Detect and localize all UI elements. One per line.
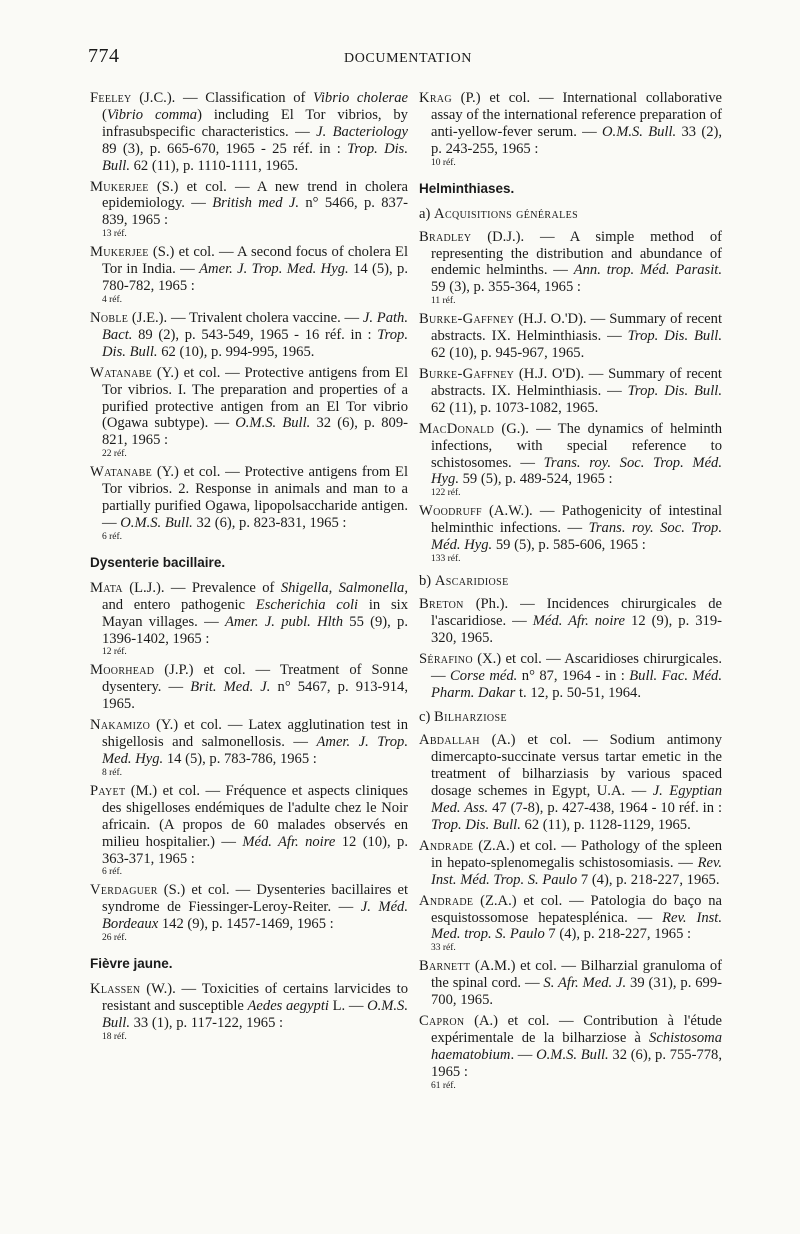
entry-citation: (A.M.) et col. — Bilharzial granuloma of the spinal cord. — S. Afr. Med. J. 39 (31), p. 699-700, 1965.: [431, 958, 722, 1009]
entry-citation: (S.) et col. — A second focus of cholera El Tor in India. — Amer. J. Trop. Med. Hyg. 14 (5), p. 780-782, 1965 :: [102, 244, 408, 295]
entry-author: Burke-Gaffney: [419, 311, 515, 328]
entry-author: Capron: [419, 1013, 465, 1030]
entry-author: Krag: [419, 90, 452, 106]
bibliography-entry: [419, 958, 722, 1009]
bibliography-entry: [90, 365, 408, 461]
bibliography-entry: [90, 882, 408, 944]
entry-citation: (A.) et col. — Contribution à l'étude expérimentale de la bilharziose à Schistosoma haematobium. — O.M.S. Bull. 32 (6), p. 755-778, 1965 :: [431, 1013, 722, 1080]
entry-citation: (S.) et col. — Dysenteries bacillaires et syndrome de Fiessinger-Leroy-Reiter. — J. Méd. Bordeaux 142 (9), p. 1457-1469, 1965 :: [102, 882, 408, 933]
reference-count: 18 réf.: [102, 1031, 127, 1042]
bibliography-entry: [419, 838, 722, 889]
entry-author: Nakamizo: [90, 717, 151, 734]
entry-citation: (A.) et col. — Sodium antimony dimercapto-succinate versus tartar emetic in the treatment of bilharziasis by various spaced dosage schemes in Egypt, U.A. — J. Egyptian Med. Ass. 47 (7-8), p. 427-438, 1964 - 10 réf. in : Trop. Dis. Bull. 62 (11), p. 1128-1129, 1965.: [431, 732, 723, 833]
entry-author: Watanabe: [90, 364, 153, 381]
entry-author: Breton: [419, 596, 464, 613]
entry-author: Feeley: [90, 90, 132, 106]
entry-citation: (M.) et col. — Fréquence et aspects cliniques des shigelloses endémiques de l'adulte chez le Noir africain. (A propos de 60 malades observés en milieu hospitalier.) — Méd. Afr. noire 12 (10), p. 363-371, 1965 :: [102, 782, 408, 867]
bibliography-entry: [419, 90, 722, 169]
bibliography-entry: [419, 596, 722, 647]
entry-author: Andrade: [419, 837, 474, 854]
entry-citation: (H.J. O.'D). — Summary of recent abstracts. IX. Helminthiasis. — Trop. Dis. Bull. 62 (10), p. 945-967, 1965.: [431, 311, 722, 362]
reference-count: 8 réf.: [102, 767, 123, 778]
subsection-heading: a) Acquisitions générales: [419, 205, 579, 222]
bibliography-entry: [90, 310, 408, 361]
entry-author: Sérafino: [419, 650, 473, 667]
reference-count: 33 réf.: [431, 943, 456, 954]
entry-author: Burke-Gaffney: [419, 365, 515, 382]
section-heading: Dysenterie bacillaire.: [90, 554, 226, 570]
entry-citation: (G.). — The dynamics of helminth infections, with special reference to schistosomes. — Trans. roy. Soc. Trop. Méd. Hyg. 59 (5), p. 489-524, 1965 :: [431, 420, 722, 488]
bibliography-entry: [90, 662, 408, 713]
bibliography-entry: [419, 651, 722, 702]
reference-count: 10 réf.: [431, 157, 456, 168]
entry-author: Barnett: [419, 958, 471, 975]
entry-author: MacDonald: [419, 420, 495, 437]
entry-author: Woodruff: [419, 503, 482, 520]
reference-count: 4 réf.: [102, 294, 123, 305]
entry-author: Verdaguer: [90, 882, 158, 899]
page-number: 774: [88, 45, 120, 67]
entry-author: Andrade: [419, 892, 474, 909]
bibliography-entry: [419, 229, 722, 308]
section-heading: Helminthiases.: [419, 180, 515, 196]
subsection-heading: c) Bilharziose: [419, 709, 508, 726]
reference-count: 6 réf.: [102, 531, 123, 542]
entry-citation: (A.W.). — Pathogenicity of intestinal helminthic infections. — Trans. roy. Soc. Trop. Méd. Hyg. 59 (5), p. 585-606, 1965 :: [431, 503, 722, 554]
bibliography-entry: [419, 366, 722, 417]
left-column: [90, 90, 408, 1047]
entry-author: Watanabe: [90, 464, 153, 481]
entry-citation: (P.) et col. — International collaborative assay of the international reference preparation of anti-yellow-fever serum. — O.M.S. Bull. 33 (2), p. 243-255, 1965 :: [431, 90, 722, 157]
entry-citation: (Z.A.) et col. — Pathology of the spleen in hepato-splenomegalis schistosomiasis. — Rev. Inst. Méd. Trop. S. Paulo 7 (4), p. 218-227, 1965.: [431, 837, 722, 888]
entry-citation: (Ph.). — Incidences chirurgicales de l'ascaridiose. — Méd. Afr. noire 12 (9), p. 319-320, 1965.: [431, 596, 722, 646]
bibliography-entry: [419, 503, 722, 565]
bibliography-entry: [419, 1013, 722, 1092]
reference-count: 122 réf.: [431, 488, 461, 499]
bibliography-entry: [419, 732, 722, 833]
entry-citation: (X.) et col. — Ascaridioses chirurgicales. — Corse méd. n° 87, 1964 - in : Bull. Fac. Méd. Pharm. Dakar t. 12, p. 50-51, 1964.: [431, 650, 722, 701]
reference-count: 133 réf.: [431, 554, 461, 565]
subsection-heading: b) Ascaridiose: [419, 573, 509, 590]
entry-citation: (D.J.). — A simple method of representing the distribution and abundance of endemic helminths. — Ann. trop. Méd. Parasit. 59 (3), p. 355-364, 1965 :: [431, 228, 722, 296]
entry-citation: (J.P.) et col. — Treatment of Sonne dysentery. — Brit. Med. J. n° 5467, p. 913-914, 1965.: [102, 662, 408, 713]
bibliography-entry: [90, 179, 408, 241]
entry-author: Payet: [90, 782, 126, 799]
bibliography-entry: [90, 244, 408, 306]
bibliography-entry: [419, 311, 722, 362]
entry-citation: (Y.) et col. — Protective antigens from El Tor vibrios. 2. Response in animals and man to a partially purified Ogawa, lipopolsaccharide antigen. — O.M.S. Bull. 32 (6), p. 823-831, 1965 :: [102, 464, 408, 531]
entry-citation: (L.J.). — Prevalence of Shigella, Salmonella, and entero pathogenic Escherichia coli in six Mayan villages. — Amer. J. publ. Hlth 55 (9), p. 1396-1402, 1965 :: [102, 579, 408, 647]
section-heading: Fièvre jaune.: [90, 956, 173, 972]
reference-count: 11 réf.: [431, 296, 456, 307]
entry-author: Bradley: [419, 228, 472, 245]
reference-count: 13 réf.: [102, 229, 127, 240]
entry-citation: (S.) et col. — A new trend in cholera epidemiology. — British med J. n° 5466, p. 837-839, 1965 :: [102, 178, 408, 229]
bibliography-entry: [90, 981, 408, 1043]
bibliography-entry: [419, 421, 722, 500]
bibliography-entry: [90, 90, 408, 175]
entry-author: Mukerjee: [90, 244, 149, 261]
reference-count: 6 réf.: [102, 867, 123, 878]
entry-citation: (Y.) et col. — Protective antigens from El Tor vibrios. I. The preparation and properties of a purified protective antigen from an El Tor vibrio (Ogawa subtype). — O.M.S. Bull. 32 (6), p. 809-821, 1965 :: [102, 364, 408, 449]
entry-author: Mukerjee: [90, 178, 149, 195]
reference-count: 61 réf.: [431, 1080, 456, 1091]
entry-author: Noble: [90, 309, 129, 326]
bibliography-entry: [90, 464, 408, 543]
reference-count: 26 réf.: [102, 933, 127, 944]
entry-citation: (J.C.). — Classification of Vibrio cholerae (Vibrio comma) including El Tor vibrios, by infrasubspecific characteristics. — J. Bacteriology 89 (3), p. 665-670, 1965 - 25 réf. in : Trop. Dis. Bull. 62 (11), p. 1110-1111, 1965.: [102, 90, 408, 174]
bibliography-entry: [90, 783, 408, 879]
entry-citation: (H.J. O'D). — Summary of recent abstracts. IX. Helminthiasis. — Trop. Dis. Bull. 62 (11), p. 1073-1082, 1965.: [431, 365, 722, 416]
page-header: [0, 45, 800, 75]
bibliography-entry: [419, 893, 722, 955]
entry-author: Abdallah: [419, 732, 480, 749]
entry-citation: (Y.) et col. — Latex agglutination test in shigellosis and salmonellosis. — Amer. J. Trop. Med. Hyg. 14 (5), p. 783-786, 1965 :: [102, 717, 408, 767]
bibliography-entry: [90, 580, 408, 659]
entry-author: Mata: [90, 579, 123, 596]
right-column: [419, 90, 722, 1096]
reference-count: 12 réf.: [102, 647, 127, 658]
entry-author: Moorhead: [90, 662, 155, 679]
entry-citation: (Z.A.) et col. — Patologia do baço na esquistossomose hepatesplénica. — Rev. Inst. Med. trop. S. Paulo 7 (4), p. 218-227, 1965 :: [431, 892, 722, 943]
bibliography-entry: [90, 717, 408, 779]
entry-citation: (W.). — Toxicities of certains larvicides to resistant and susceptible Aedes aegypti L. — O.M.S. Bull. 33 (1), p. 117-122, 1965 :: [102, 981, 409, 1031]
entry-author: Klassen: [90, 981, 141, 998]
reference-count: 22 réf.: [102, 449, 127, 460]
entry-citation: (J.E.). — Trivalent cholera vaccine. — J. Path. Bact. 89 (2), p. 543-549, 1965 - 16 réf. in : Trop. Dis. Bull. 62 (10), p. 994-995, 1965.: [102, 309, 408, 360]
running-head: DOCUMENTATION: [344, 51, 473, 66]
